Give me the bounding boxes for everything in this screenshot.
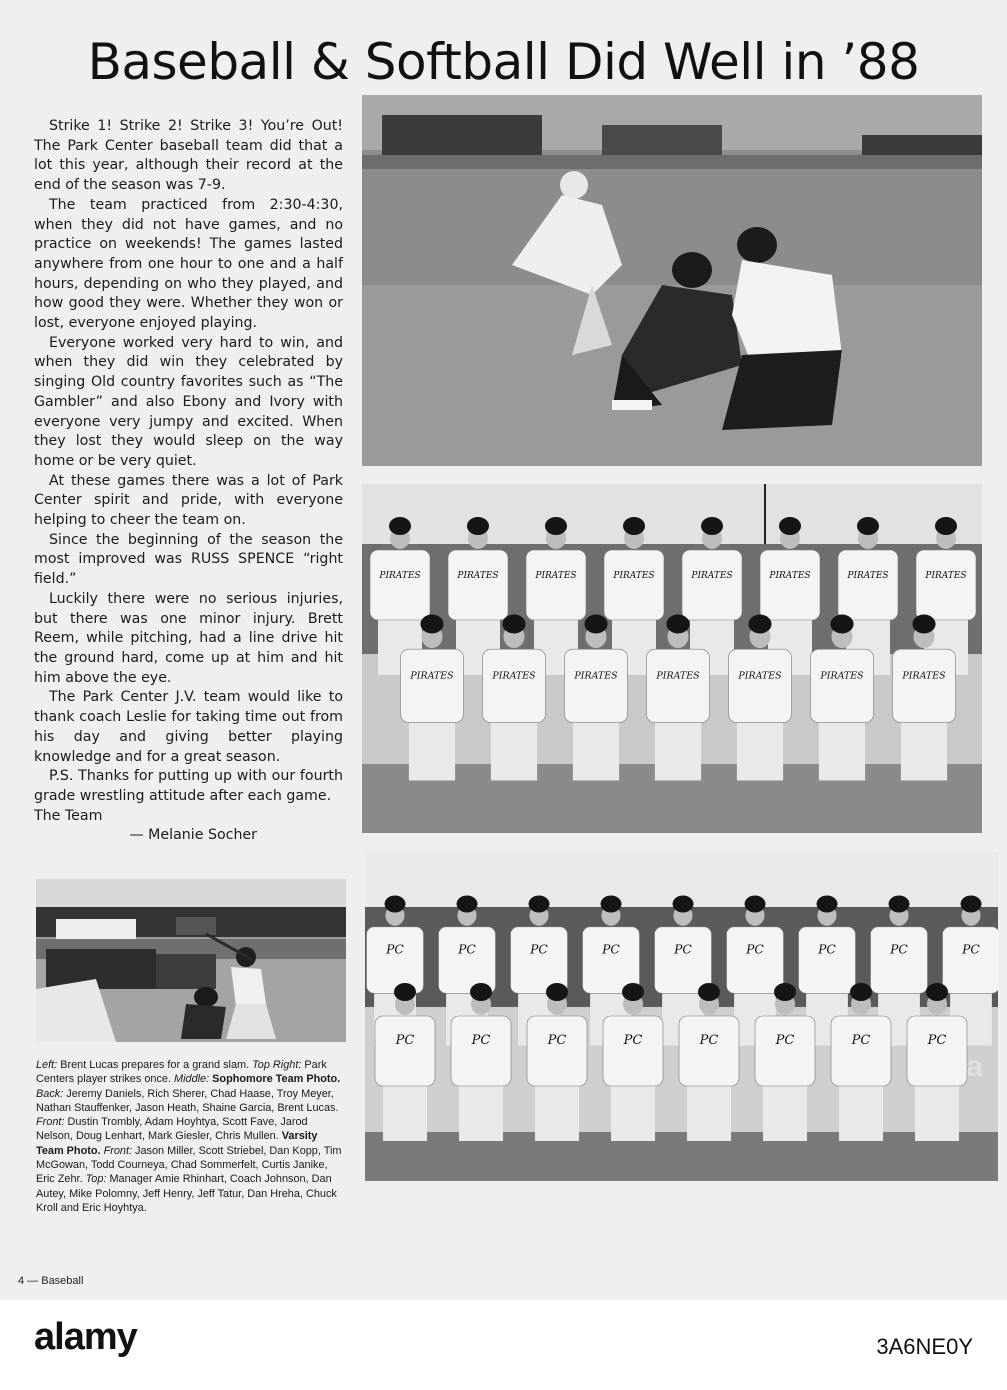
svg-text:PC: PC (927, 1033, 947, 1048)
photo-varsity-team-image (365, 852, 998, 1181)
svg-text:PIRATES: PIRATES (574, 670, 618, 682)
svg-text:PIRATES: PIRATES (613, 571, 655, 581)
svg-text:PIRATES: PIRATES (656, 670, 700, 682)
caption-topright-label: Top Right: (252, 1059, 302, 1071)
photo-caption (36, 1058, 346, 1215)
photo-sophomore-team (362, 484, 982, 833)
article-closing: The Team (34, 807, 103, 824)
svg-text:PC: PC (818, 942, 836, 957)
svg-text:PC: PC (890, 942, 908, 957)
article-paragraph: At these games there was a lot of Park Center spirit and pride, with everyone helping to cheer the team on. (34, 472, 343, 529)
page-title: Baseball & Softball Did Well in ’88 (87, 33, 920, 91)
svg-text:PIRATES: PIRATES (847, 571, 889, 581)
caption-back-label: Back: (36, 1087, 64, 1100)
article-paragraph: Strike 1! Strike 2! Strike 3! You’re Out! The Park Center baseball team did that a lot this year, although their record at the end of the season was 7-9. (34, 118, 343, 194)
article-paragraph: Everyone worked very hard to win, and when they did win they celebrated by singing Old country favorites such as “The Gambler” and also Ebony and Ivory with everyone very jumpy and excited. When they lost they would sleep on the way home or be very quiet. (34, 334, 343, 469)
svg-text:PIRATES: PIRATES (769, 571, 811, 581)
svg-text:PIRATES: PIRATES (457, 571, 499, 581)
svg-text:PIRATES: PIRATES (925, 571, 967, 581)
caption-top-text: Manager Amie Rhinhart, Coach Johnson, Dan Autey, Mike Polomny, Jeff Henry, Jeff Tatur, Dan Hreha, Chuck Kroll and Eric Hoyhtya. (36, 1173, 337, 1214)
svg-text:PC: PC (674, 942, 692, 957)
watermark-bar (0, 1300, 1007, 1390)
caption-middle-label: Middle: (174, 1073, 210, 1086)
svg-text:PIRATES: PIRATES (902, 670, 946, 682)
caption-varsity-title: Varsity Team Photo. (36, 1130, 318, 1157)
caption-front-label: Front: (36, 1116, 65, 1129)
caption-varsity-front-text: Jason Miller, Scott Striebel, Dan Kopp, Tim McGowan, Todd Courneya, Chad Sommerfelt, Curtis Janike, Eric Zehr. (36, 1144, 342, 1186)
article-paragraph: P.S. Thanks for putting up with our fourth grade wrestling attitude after each game. (34, 768, 343, 804)
caption-left-text: Brent Lucas prepares for a grand slam. (57, 1059, 253, 1071)
svg-text:PC: PC (386, 942, 404, 957)
page-footer: 4 — Baseball (18, 1275, 84, 1287)
article-paragraph: The Park Center J.V. team would like to thank coach Leslie for taking time out from his day and giving better playing knowledge and for a great season. (34, 689, 343, 765)
caption-sophomore-title: Sophomore Team Photo. (209, 1073, 341, 1086)
svg-text:PIRATES: PIRATES (738, 670, 782, 682)
svg-text:PC: PC (471, 1033, 491, 1048)
caption-front-text: Dustin Trombly, Adam Hoyhtya, Scott Fave, Jarod Nelson, Doug Lenhart, Mark Giesler, Chris Mullen. (36, 1116, 308, 1143)
svg-text:PIRATES: PIRATES (410, 670, 454, 682)
svg-text:PC: PC (851, 1033, 871, 1048)
photo-slide-home (362, 95, 982, 466)
watermark-image-id: 3A6NE0Y (876, 1334, 973, 1359)
article-paragraph: Luckily there were no serious injuries, but there was one minor injury. Brett Reem, while pitching, had a line drive hit the ground hard, come up at him and hit him above the eye. (34, 590, 343, 686)
photo-batter (36, 879, 346, 1042)
photo-batter-image (36, 879, 346, 1042)
article-body (34, 117, 343, 846)
svg-text:PIRATES: PIRATES (379, 571, 421, 581)
svg-text:PC: PC (547, 1033, 567, 1048)
caption-topright-text: Park Centers player strikes once. (36, 1059, 327, 1086)
watermark-corner: a (966, 1050, 983, 1083)
svg-text:PC: PC (775, 1033, 795, 1048)
caption-varsity-front-label: Front: (100, 1144, 133, 1157)
caption-left-label: Left: (36, 1059, 58, 1071)
svg-text:PC: PC (395, 1033, 415, 1048)
svg-text:PIRATES: PIRATES (535, 571, 577, 581)
article-paragraph: The team practiced from 2:30-4:30, when they did not have games, and no practice on weekends! The games lasted anywhere from one hour to one and a half hours, depending on who they played, and how good they were. Whether they won or lost, everyone enjoyed playing. (34, 196, 343, 332)
svg-text:PIRATES: PIRATES (820, 670, 864, 682)
svg-text:PC: PC (746, 942, 764, 957)
svg-text:PC: PC (623, 1033, 643, 1048)
photo-slide-home-image (362, 95, 982, 466)
svg-text:PC: PC (699, 1033, 719, 1048)
article-signature: — Melanie Socher (129, 827, 257, 844)
caption-back-text: Jeremy Daniels, Rich Sherer, Chad Haase, Troy Meyer, Nathan Stauffenker, Jason Heath, Shaine Garcia, Brent Lucas. (36, 1087, 339, 1114)
photo-sophomore-team-image (362, 484, 982, 833)
photo-varsity-team (365, 852, 998, 1181)
svg-text:PC: PC (602, 942, 620, 957)
svg-text:PC: PC (530, 942, 548, 957)
watermark-logo: alamy (34, 1316, 137, 1358)
svg-text:PIRATES: PIRATES (492, 670, 536, 682)
svg-text:PIRATES: PIRATES (691, 571, 733, 581)
svg-text:PC: PC (962, 942, 980, 957)
caption-top-label: Top: (82, 1173, 107, 1186)
article-paragraph: Since the beginning of the season the most improved was RUSS SPENCE “right field.” (34, 531, 343, 588)
svg-text:PC: PC (458, 942, 476, 957)
